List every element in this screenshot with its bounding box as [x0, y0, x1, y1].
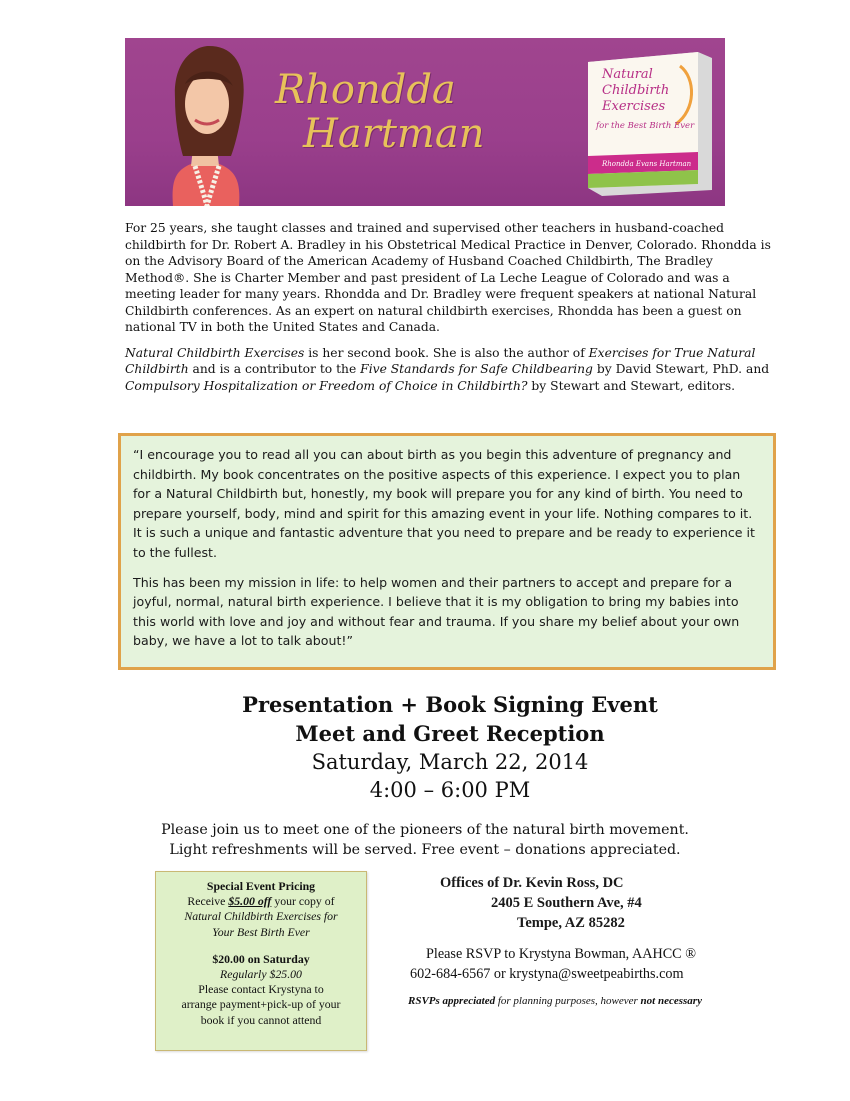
book-cover-image: [580, 48, 720, 198]
book-author: Rhondda Evans Hartman: [602, 160, 692, 168]
venue-address: [440, 873, 740, 933]
book-title-compulsory-hospitalization: Compulsory Hospitalization or Freedom of Choice in Childbirth?: [125, 378, 528, 393]
pricing-contact-1: Please contact Krystyna to: [198, 982, 324, 997]
event-details: [100, 690, 800, 804]
rsvp-note: [408, 995, 778, 1007]
book-title-five-standards: Five Standards for Safe Childbearing: [360, 362, 593, 376]
author-quote-box: [118, 433, 776, 670]
quote-paragraph-1: “I encourage you to read all you can about birth as you begin this adventure of pregnancy and childbirth. My book concentrates on the positive aspects of this experience. I expect you to plan for a Natural Childbirth but, honestly, my book will prepare you for any kind of birth. You need to prepare yourself, body, mind and spirit for this amazing event in your life. Nothing compares to it. It is such a unique and fantastic adventure that you need to prepare and be ready to experience it to the fullest.: [133, 447, 755, 560]
pricing-regular: Regularly $25.00: [220, 967, 302, 982]
rsvp-note-text: for planning purposes, however: [495, 995, 641, 1007]
quote-paragraph-2: This has been my mission in life: to help women and their partners to accept and prepare for a joyful, normal, natural birth experience. I believe that it is my obligation to bring my babies into this world with love and joy and without fear and trauma. If you share my belief about your own baby, we have a lot to talk about!”: [133, 574, 740, 649]
pricing-contact-3: book if you cannot attend: [200, 1012, 322, 1027]
venue-street: 2405 E Southern Ave, #4: [491, 895, 642, 911]
pricing-heading: Special Event Pricing: [206, 879, 316, 893]
book-title-true-natural: Exercises for True Natural Childbirth: [125, 345, 756, 376]
event-date: Saturday, March 22, 2014: [311, 750, 589, 774]
event-subtitle: Meet and Greet Reception: [295, 721, 605, 746]
bio-text: by David Stewart, PhD. and: [592, 362, 770, 376]
author-first-name: Rhondda: [275, 67, 456, 113]
rsvp-info: [410, 944, 770, 984]
header-banner: [125, 38, 725, 206]
pricing-discount: $5.00 off: [228, 894, 272, 909]
book-title-2: Childbirth: [602, 83, 670, 98]
bio-paragraph-1: For 25 years, she taught classes and trained and supervised other teachers in husband-coached childbirth for Dr. Robert A. Bradley in his Obstetrical Medical Practice in Denver, Colorado. Rhondda is on the Advisory Board of the American Academy of Husband Coached Childbirth, The Bradley Method®. She is Charter Member and past president of La Leche League of Colorado and was a meeting leader for many years. Rhondda and Dr. Bradley were frequent speakers at national Natural Childbirth conferences. As an expert on natural childbirth exercises, Rhondda has been a guest on national TV in both the United States and Canada.: [125, 221, 771, 334]
bio-text: is her second book. She is also the author of: [304, 345, 589, 360]
rsvp-note-bold: RSVPs appreciated: [408, 995, 496, 1007]
invitation-text: [100, 820, 750, 860]
venue-city: Tempe, AZ 85282: [517, 915, 625, 931]
bio-text: and is a contributor to the: [188, 362, 361, 376]
pricing-contact-2: arrange payment+pick-up of your: [181, 997, 341, 1012]
invite-line-1: Please join us to meet one of the pioneers of the natural birth movement.: [161, 822, 689, 838]
event-time: 4:00 – 6:00 PM: [369, 778, 531, 802]
book-title-3: Exercises: [602, 99, 666, 114]
rsvp-contact: Please RSVP to Krystyna Bowman, AAHCC ®: [426, 946, 696, 962]
author-name: [275, 68, 484, 156]
rsvp-phone-email: 602-684-6567 or krystyna@sweetpeabirths.com: [410, 966, 684, 982]
rsvp-note-bold: not necessary: [640, 995, 702, 1007]
author-bio: [125, 220, 775, 403]
bio-paragraph-2: [125, 345, 775, 395]
pricing-text: Receive: [187, 894, 229, 909]
pricing-book-title-1: Natural Childbirth Exercises for: [184, 909, 338, 924]
special-pricing-box: [155, 871, 367, 1051]
bio-text: by Stewart and Stewart, editors.: [527, 378, 736, 393]
invite-line-2: Light refreshments will be served. Free event – donations appreciated.: [169, 842, 681, 858]
author-last-name: Hartman: [303, 111, 485, 157]
book-title-natural-childbirth-exercises: Natural Childbirth Exercises: [125, 345, 305, 360]
book-title-1: Natural: [602, 67, 653, 82]
venue-name: Offices of Dr. Kevin Ross, DC: [440, 875, 624, 891]
pricing-text: your copy of: [271, 894, 335, 909]
pricing-offer: [156, 894, 366, 909]
pricing-saturday: $20.00 on Saturday: [212, 951, 310, 966]
pricing-book-title-2: Your Best Birth Ever: [212, 924, 310, 939]
event-title: Presentation + Book Signing Event: [242, 692, 658, 717]
author-photo: [135, 38, 275, 206]
book-subtitle: for the Best Birth Ever: [596, 121, 695, 131]
